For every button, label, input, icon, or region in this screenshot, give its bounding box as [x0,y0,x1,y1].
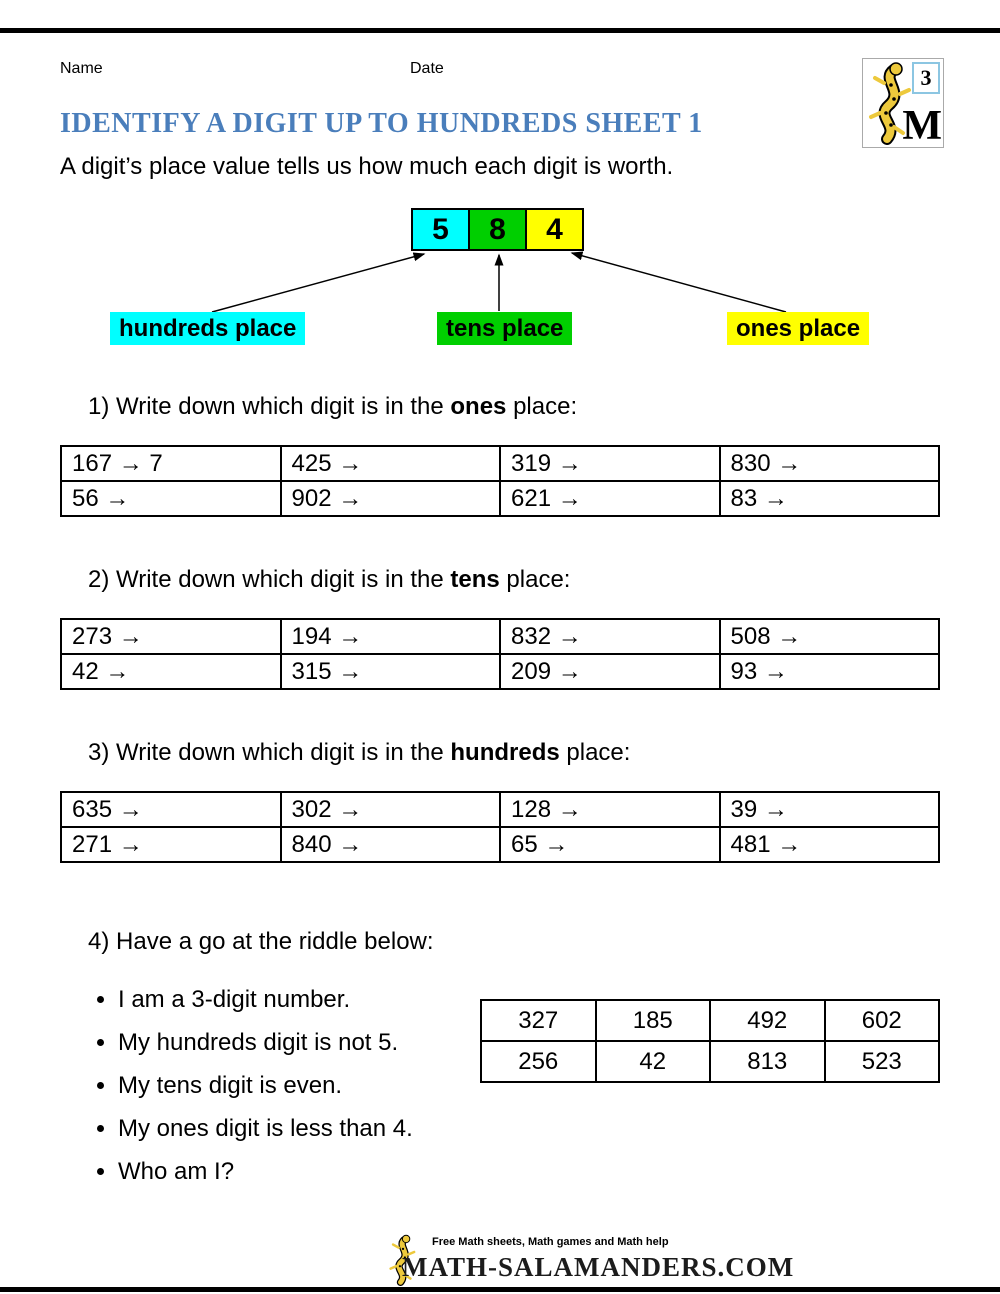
question-1-table [60,445,940,517]
question-keyword: ones [450,393,507,420]
question-text: place: [506,393,578,420]
riddle-number-cell: 813 [710,1041,825,1082]
riddle-number-cell: 523 [825,1041,940,1082]
question-2-table [60,618,940,690]
riddle-number-cell: 327 [481,1000,596,1041]
answer-cell: 830 → [720,446,940,481]
riddle-bullet: • My tens digit is even. [118,1072,413,1100]
answer-cell: 39 → [720,792,940,827]
question-text: place: [559,739,631,766]
top-rule [0,28,1000,33]
question-3-table [60,791,940,863]
riddle-number-cell: 185 [596,1000,711,1041]
answer-cell: 209 → [500,654,720,689]
answer-cell: 194 → [281,619,501,654]
name-label: Name [60,60,103,77]
place-value-digit-boxes [411,208,584,251]
question-2-heading [88,566,570,594]
answer-cell: 42 → [61,654,281,689]
hundreds-digit-box: 5 [411,208,470,251]
table-row [61,792,939,827]
hundreds-place-label: hundreds place [110,312,305,345]
answer-cell: 93 → [720,654,940,689]
table-row [61,827,939,862]
answer-cell: 273 → [61,619,281,654]
riddle-number-cell: 492 [710,1000,825,1041]
table-row [61,446,939,481]
answer-cell: 271 → [61,827,281,862]
table-row [481,1041,939,1082]
answer-cell: 832 → [500,619,720,654]
riddle-number-cell: 42 [596,1041,711,1082]
bottom-rule [0,1287,1000,1292]
answer-cell: 65 → [500,827,720,862]
answer-cell: 83 → [720,481,940,516]
question-text: 3) Write down which digit is in the [88,739,451,766]
answer-cell: 425 → [281,446,501,481]
riddle-bullet: • My hundreds digit is not 5. [118,1029,413,1057]
page-title: IDENTIFY A DIGIT UP TO HUNDREDS SHEET 1 [60,108,703,139]
answer-cell: 319 → [500,446,720,481]
answer-cell: 902 → [281,481,501,516]
riddle-number-table [480,999,940,1083]
riddle-bullet: • Who am I? [118,1158,413,1186]
question-keyword: tens [450,566,500,593]
answer-cell: 167 → 7 [61,446,281,481]
table-row [61,481,939,516]
answer-cell: 481 → [720,827,940,862]
riddle-number-cell: 602 [825,1000,940,1041]
riddle-bullet-list [92,986,413,1201]
answer-cell: 621 → [500,481,720,516]
footer-tagline: Free Math sheets, Math games and Math help [432,1236,669,1248]
riddle-bullet: • I am a 3-digit number. [118,986,413,1014]
footer-site-name: MATH-SALAMANDERS.COM [402,1252,795,1282]
answer-cell: 302 → [281,792,501,827]
date-label: Date [410,60,444,77]
answer-cell: 315 → [281,654,501,689]
tens-place-label: tens place [437,312,572,345]
question-text: place: [499,566,571,593]
question-keyword: hundreds [450,739,560,766]
question-1-heading [88,393,577,421]
table-row [61,619,939,654]
ones-place-label: ones place [727,312,869,345]
answer-cell: 128 → [500,792,720,827]
answer-cell: 508 → [720,619,940,654]
tens-digit-box: 8 [468,208,527,251]
ones-digit-box: 4 [525,208,584,251]
question-3-heading [88,739,630,767]
table-row [61,654,939,689]
question-text: 2) Write down which digit is in the [88,566,451,593]
table-row [481,1000,939,1041]
answer-cell: 840 → [281,827,501,862]
question-4-heading: 4) Have a go at the riddle below: [88,928,434,955]
m-logo-icon: M [902,103,942,149]
intro-text: A digit’s place value tells us how much each digit is worth. [60,153,674,180]
riddle-number-cell: 256 [481,1041,596,1082]
answer-cell: 56 → [61,481,281,516]
riddle-bullet: • My ones digit is less than 4. [118,1115,413,1143]
answer-cell: 635 → [61,792,281,827]
grade-badge: 3 [912,62,940,94]
brand-logo [862,58,944,148]
question-text: 1) Write down which digit is in the [88,393,451,420]
